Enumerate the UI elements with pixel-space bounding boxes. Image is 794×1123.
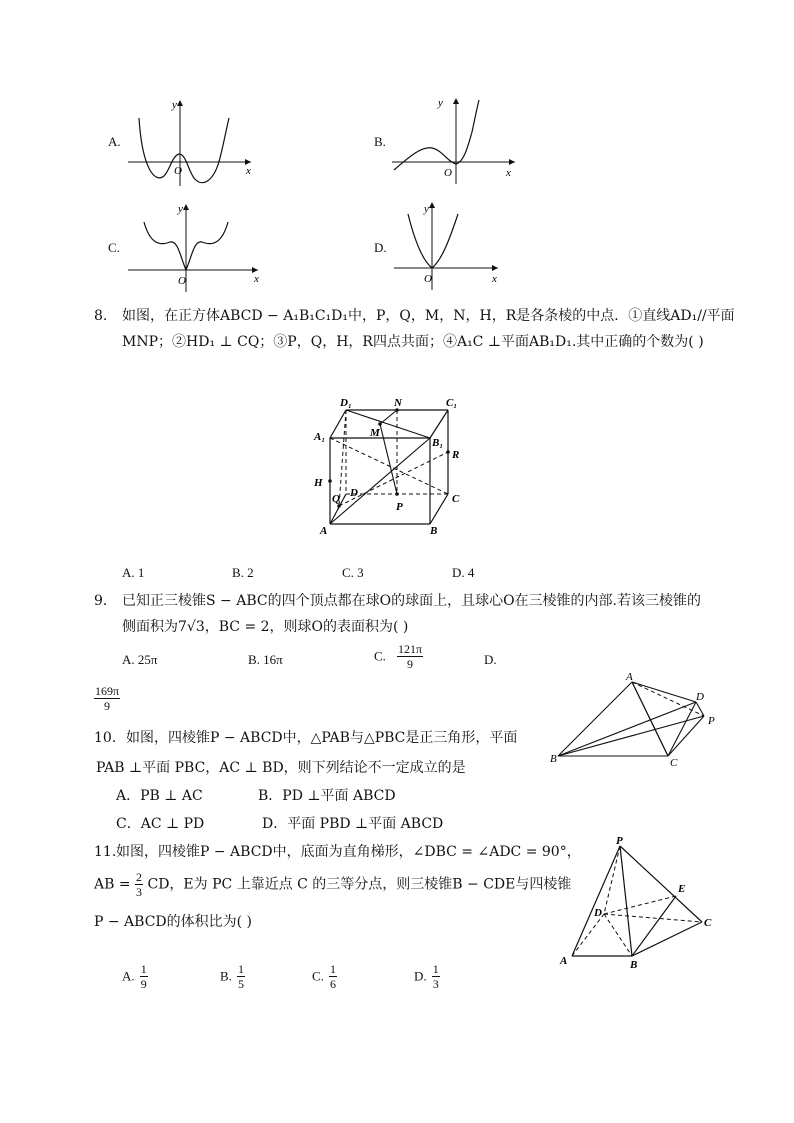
q9-stem-line1: 已知正三棱锥S − ABC的四个顶点都在球O的球面上，且球心O在三棱锥的内部.若该三棱锥的 <box>122 593 701 609</box>
q10-option-d[interactable]: D．平面 PBD ⊥平面 ABCD <box>262 816 444 832</box>
q8-label-b1: B₁ <box>432 437 444 449</box>
q11-option-b-num: 1 <box>238 962 245 976</box>
q10-option-b[interactable]: B．PD ⊥平面 ABCD <box>258 788 396 804</box>
q7-d-origin-label: O <box>424 273 432 285</box>
q7-option-b <box>372 96 542 188</box>
q9-option-c-num: 121π <box>398 642 423 656</box>
q11-label-c: C <box>704 917 712 929</box>
q10-pyramid-figure <box>548 672 728 772</box>
q7-d-y-label: y <box>424 203 429 215</box>
q9-option-c-den: 9 <box>407 657 414 671</box>
q11-line2-suffix: CD，E为 PC 上靠近点 C 的三等分点，则三棱锥B − CDE与四棱锥 <box>147 876 572 893</box>
q9-option-c-fraction <box>397 642 423 671</box>
q8-label-r: R <box>452 449 460 461</box>
q8-stem-line1: 如图，在正方体ABCD − A₁B₁C₁D₁中，P，Q，M，N，H，R是各条棱的中点．①直线AD₁//平面 <box>122 308 735 324</box>
q11-ratio-num: 2 <box>136 870 143 884</box>
q11-option-a-letter: A. <box>122 968 135 984</box>
q11-line2-prefix: AB = <box>94 876 131 893</box>
q7-option-a <box>106 96 276 188</box>
q11-pyramid-figure <box>556 836 726 972</box>
q7-d-x-label: x <box>492 273 497 285</box>
q7-c-origin-label: O <box>178 275 186 287</box>
q11-option-d-fraction <box>432 962 440 991</box>
q8-option-a[interactable]: A. 1 <box>122 565 145 580</box>
q7-b-y-label: y <box>438 97 443 109</box>
q11-option-c-letter: C. <box>312 968 324 984</box>
q8-label-a: A <box>320 525 328 537</box>
q9-option-d-fraction <box>94 684 120 713</box>
q11-option-b-fraction <box>237 962 245 991</box>
q11-option-d[interactable] <box>414 962 440 991</box>
q9-option-b[interactable]: B. 16π <box>248 652 283 667</box>
q11-number: 11. <box>94 844 117 860</box>
q11-label-e: E <box>678 883 686 895</box>
q11-option-c-fraction <box>329 962 337 991</box>
q11-option-a-fraction <box>140 962 148 991</box>
q11-option-b[interactable] <box>220 962 245 991</box>
q11-label-b: B <box>630 959 638 971</box>
q11-stem-line3: P − ABCD的体积比为( ) <box>94 914 253 930</box>
q7-graph-c <box>106 202 276 294</box>
q7-option-c-letter: C. <box>108 240 120 255</box>
q10-option-a[interactable]: A．PB ⊥ AC <box>116 788 203 804</box>
q8-label-d: D <box>350 487 358 499</box>
q11-option-c[interactable] <box>312 962 337 991</box>
q8-label-m: M <box>370 427 380 439</box>
q7-option-d-letter: D. <box>374 240 387 255</box>
q8-label-c1: C₁ <box>446 397 458 409</box>
q8-label-a1: A₁ <box>314 431 326 443</box>
q7-a-y-label: y <box>172 99 177 111</box>
q11-option-a-num: 1 <box>140 962 147 976</box>
q11-option-c-num: 1 <box>330 962 337 976</box>
q11-option-b-den: 5 <box>238 977 245 991</box>
q9-option-c-letter: C. <box>374 648 386 664</box>
q9-option-d-num: 169π <box>95 684 120 698</box>
q7-b-origin-label: O <box>444 167 452 179</box>
q8-stem-line2: MNP；②HD₁ ⊥ CQ；③P，Q，H，R四点共面；④A₁C ⊥平面AB₁D₁.其中正确的个数为( ) <box>122 334 704 350</box>
q7-graph-a <box>106 96 276 188</box>
q8-label-b: B <box>430 525 438 537</box>
q11-label-d: D <box>594 907 602 919</box>
q8-option-b[interactable]: B. 2 <box>232 565 254 580</box>
q8-label-q: Q <box>332 493 340 505</box>
q9-option-a[interactable]: A. 25π <box>122 652 158 667</box>
q8-option-d[interactable]: D. 4 <box>452 565 475 580</box>
q8-label-p: P <box>396 501 403 513</box>
q11-option-d-num: 1 <box>432 962 439 976</box>
q11-label-p: P <box>616 835 623 847</box>
q8-label-h: H <box>314 477 323 489</box>
q10-label-a: A <box>626 671 633 683</box>
q7-option-c <box>106 202 276 294</box>
q11-stem-line2 <box>94 870 571 899</box>
q9-stem-line2: 侧面积为7√3，BC = 2，则球O的表面积为( ) <box>122 619 409 635</box>
q7-c-y-label: y <box>178 203 183 215</box>
q8-cube-figure <box>300 386 490 546</box>
q8-label-c: C <box>452 493 460 505</box>
q11-ratio-den: 3 <box>136 885 143 899</box>
q10-stem-line1: 如图，四棱锥P − ABCD中，△PAB与△PBC是正三角形，平面 <box>126 730 518 746</box>
q8-number: 8. <box>94 308 108 324</box>
q9-option-d-letter[interactable]: D. <box>484 652 497 667</box>
q11-ab-cd-ratio <box>135 870 143 899</box>
q7-graph-b <box>372 96 542 188</box>
q9-option-d-value <box>94 684 120 713</box>
q10-label-p: P <box>708 715 715 727</box>
q7-c-x-label: x <box>254 273 259 285</box>
q11-option-a[interactable] <box>122 962 148 991</box>
q8-option-c[interactable]: C. 3 <box>342 565 364 580</box>
q8-label-d1: D₁ <box>340 397 352 409</box>
q10-stem-line2: PAB ⊥平面 PBC，AC ⊥ BD，则下列结论不一定成立的是 <box>96 760 466 776</box>
q7-option-b-letter: B. <box>374 134 386 149</box>
q10-label-b: B <box>550 753 557 765</box>
q11-option-c-den: 6 <box>330 977 337 991</box>
q7-a-x-label: x <box>246 165 251 177</box>
q10-option-c[interactable]: C．AC ⊥ PD <box>116 816 205 832</box>
q11-option-b-letter: B. <box>220 968 232 984</box>
q11-option-d-letter: D. <box>414 968 427 984</box>
q10-label-d: D <box>696 691 704 703</box>
q11-option-d-den: 3 <box>432 977 439 991</box>
q10-number: 10. <box>94 730 117 746</box>
q11-stem-line1: 如图，四棱锥P − ABCD中，底面为直角梯形，∠DBC = ∠ADC = 90°， <box>116 844 581 860</box>
q7-graph-d <box>372 202 542 294</box>
q11-label-a: A <box>560 955 568 967</box>
q7-option-a-letter: A. <box>108 134 121 149</box>
q9-option-c[interactable] <box>374 642 423 671</box>
q7-a-origin-label: O <box>174 165 182 177</box>
q7-b-x-label: x <box>506 167 511 179</box>
q9-number: 9. <box>94 593 108 609</box>
q9-option-d-den: 9 <box>104 699 111 713</box>
q7-option-d <box>372 202 542 294</box>
q10-label-c: C <box>670 757 678 769</box>
q8-label-n: N <box>394 397 402 409</box>
q11-option-a-den: 9 <box>140 977 147 991</box>
